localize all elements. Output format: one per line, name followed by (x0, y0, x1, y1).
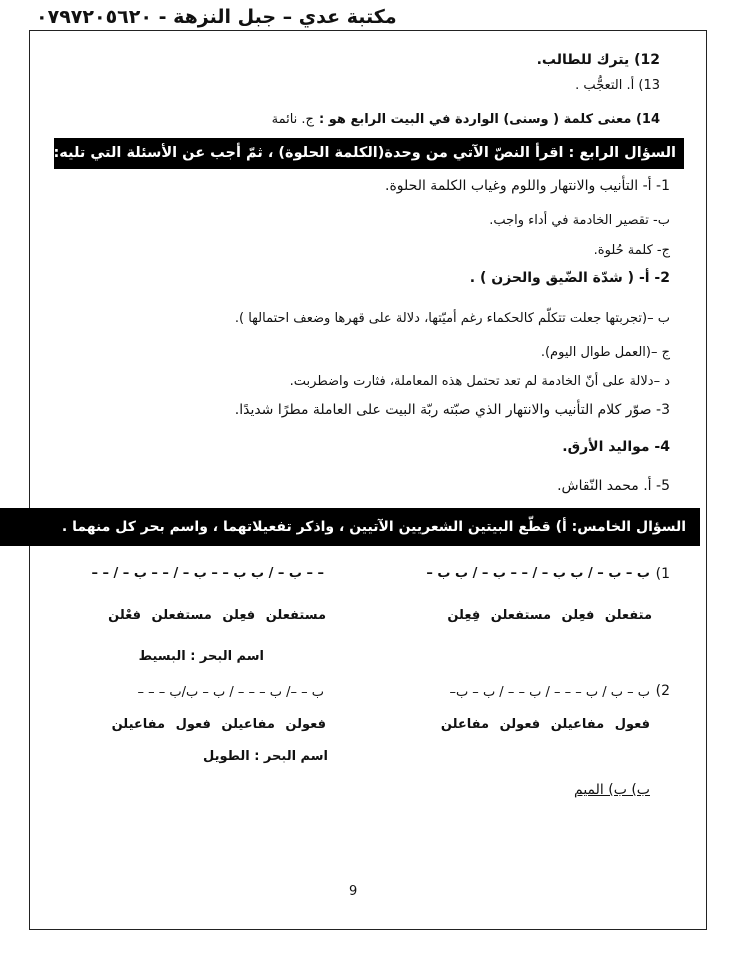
s4-line-10: 5- أ. محمد النّقاش. (557, 478, 670, 494)
verse-2-meter-left: ب – –/ ب – – – / ب – ب/ب – – – (137, 685, 324, 700)
verse-1-feet-right: متفعلن فعِلن مستفعلن فِعِلن (447, 608, 652, 623)
verse-2-meter-right: ب – ب / ب – – – / ب – – / ب – ب– (449, 685, 650, 700)
s4-line-1: 1- أ- التأنيب والانتهار واللوم وغياب الكلمة الحلوة. (385, 178, 670, 194)
verse-1-label: 1) (655, 566, 670, 582)
s4-line-7: د –دلالة على أنّ الخادمة لم تعد تحتمل هذه المعاملة، فثارت واضطربت. (289, 374, 670, 389)
answer-12: 12) يترك للطالب. (536, 52, 660, 68)
verse-1-sea: اسم البحر : البسيط (138, 649, 264, 664)
s4-line-6: ج –(العمل طوال اليوم). (540, 345, 670, 360)
page-number: 9 (349, 884, 358, 899)
verse-1-feet-left: مستفعلن فعِلن مستفعلن فعْلن (108, 608, 326, 623)
section-5-heading: السؤال الخامس: أ) قطّع البيتين الشعريين الآتيين ، واذكر تفعيلاتهما ، واسم بحر كل منهما . (0, 508, 700, 546)
s4-line-2: ب- تقصير الخادمة في أداء واجب. (489, 213, 670, 228)
answer-14-choice: ج. نائمة (271, 112, 314, 127)
part-b-answer: ب) ب) الميم (574, 782, 650, 798)
verse-1-meter-right: ب – ب – / ب ب – / – – ب – / ب ب – (426, 566, 650, 581)
s4-line-5: ب –(تجربتها جعلت تتكلّم كالحكماء رغم أميّتها، دلالة على قهرها وضعف احتمالها ). (234, 311, 670, 326)
s4-line-4: 2- أ- ( شدّة الضّيق والحزن ) . (469, 270, 670, 286)
s4-line-3: ج- كلمة حُلوة. (593, 243, 670, 258)
page-header: مكتبة عدي – جبل النزهة - ٠٧٩٧٢٠٥٦٢٠ (36, 6, 397, 28)
answer-13: 13) أ. التعجُّب . (575, 78, 660, 93)
section-4-heading: السؤال الرابع : اقرأ النصّ الآتي من وحدة(الكلمة الحلوة) ، ثمّ أجب عن الأسئلة التي تليه: (54, 138, 684, 169)
verse-2-feet-left: فعولن مفاعيلن فعول مفاعيلن (111, 717, 326, 732)
verse-2-feet-right: فعول مفاعيلن فعولن مفاعلن (440, 717, 650, 732)
verse-1-meter-left: – – ب – / ب ب – – ب – / – – ب – / – – (91, 566, 324, 581)
verse-2-sea: اسم البحر : الطويل (203, 749, 328, 764)
answer-14-text: 14) معنى كلمة ( وسنى) الواردة في البيت الرابع هو : (319, 112, 660, 127)
answer-14 (272, 108, 660, 127)
verse-2-label: 2) (655, 683, 670, 699)
s4-line-9: 4- مواليد الأرق. (562, 439, 670, 455)
s4-line-8: 3- صوّر كلام التأنيب والانتهار الذي صبّته ربّة البيت على العاملة مطرًا شديدًا. (234, 402, 670, 418)
